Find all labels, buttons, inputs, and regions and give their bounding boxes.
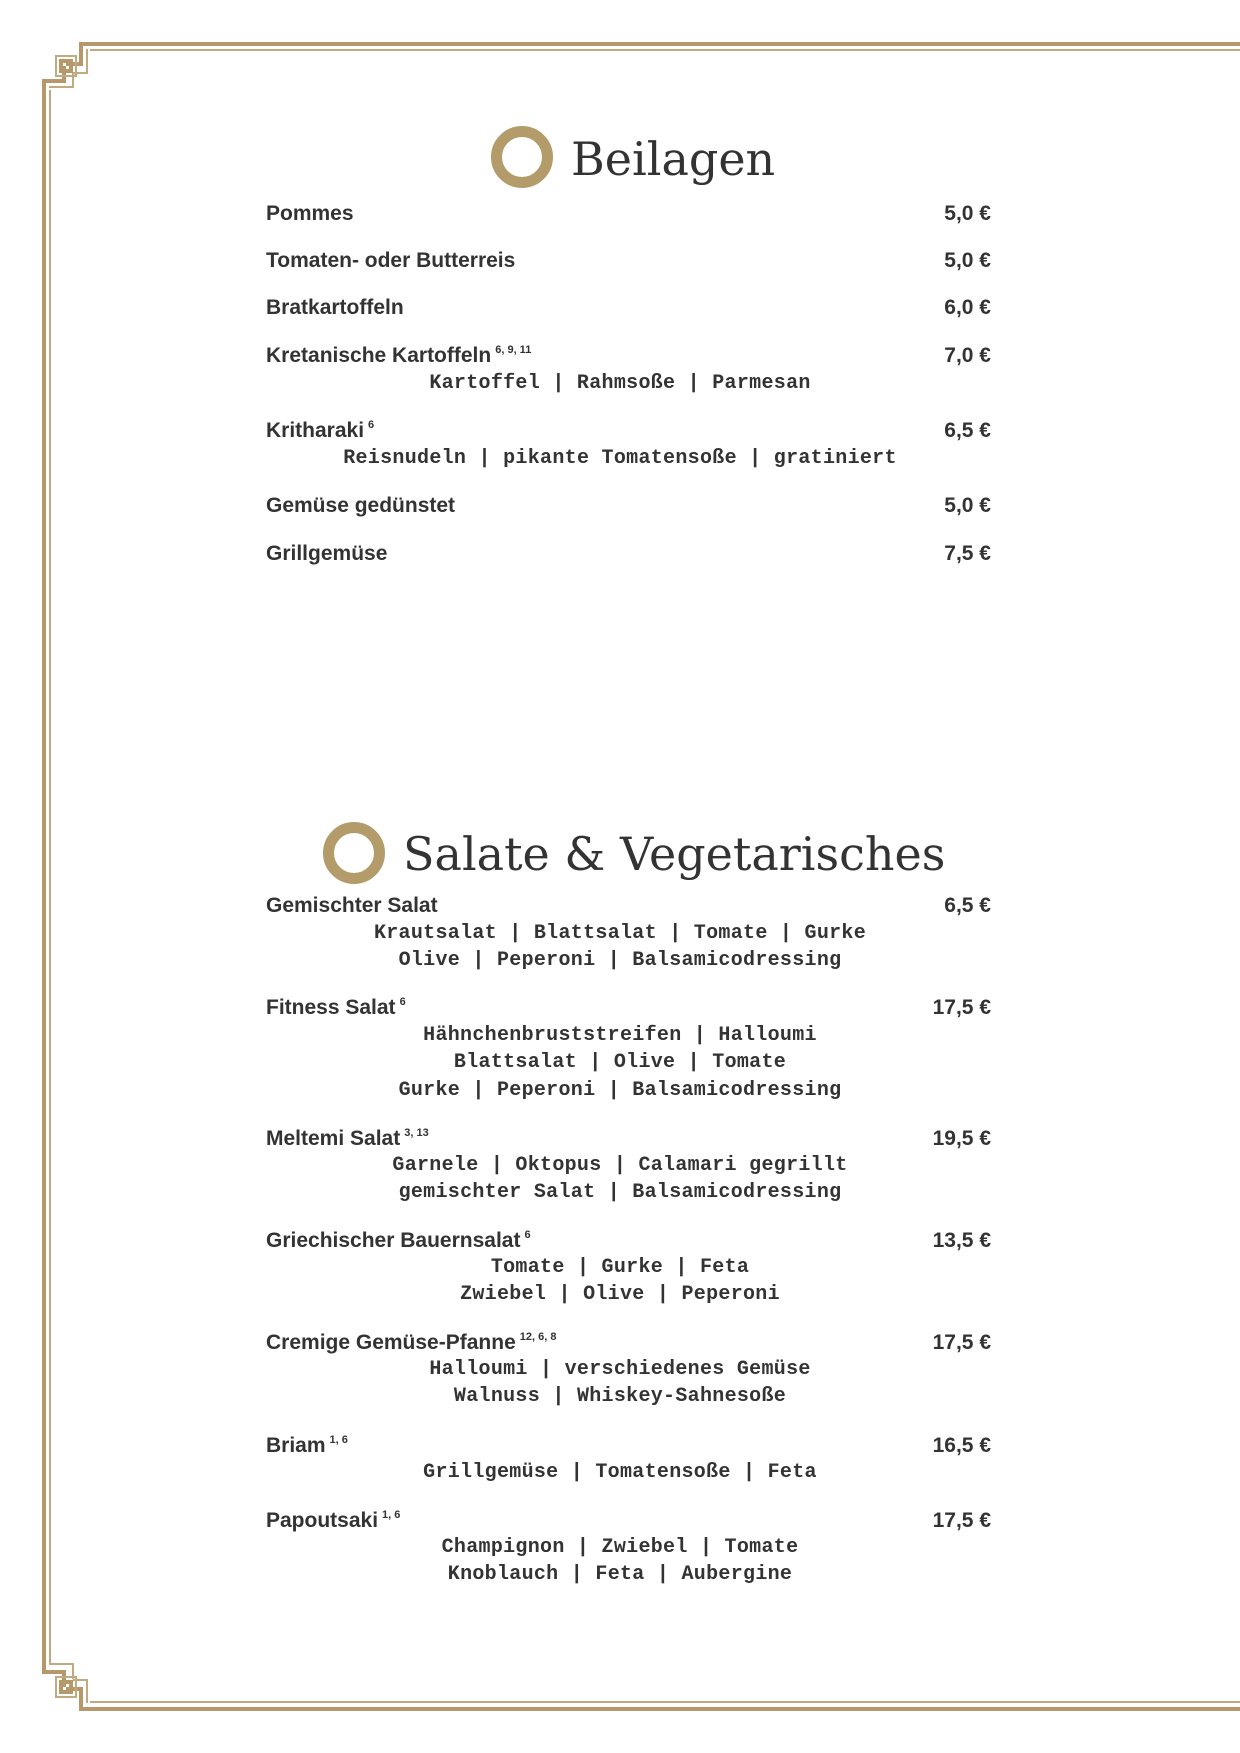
- item-description: Zwiebel | Olive | Peperoni: [460, 1283, 780, 1306]
- item-description: Olive | Peperoni | Balsamicodressing: [398, 949, 842, 972]
- item-description: Gurke | Peperoni | Balsamicodressing: [398, 1079, 842, 1102]
- item-name: Fitness Salat $^6$: [266, 996, 406, 1019]
- allergen-codes: 12, 6, 8: [519, 1331, 557, 1343]
- allergen-codes: 1, 6: [329, 1434, 348, 1446]
- item-name: Papoutsaki $^{1, 6}$: [266, 1509, 401, 1532]
- item-name: Meltemi Salat $^{3, 13}$: [266, 1127, 429, 1150]
- frame-top-outer-line: [83, 42, 1240, 46]
- allergen-codes: 1, 6: [382, 1509, 401, 1521]
- item-price: 16,5 €: [932, 1434, 991, 1457]
- item-description: Kartoffel | Rahmsoße | Parmesan: [429, 372, 811, 395]
- item-description: Reisnudeln | pikante Tomatensoße | gratiniert: [343, 447, 897, 470]
- item-price: 6,0 €: [944, 296, 991, 319]
- item-price: 5,0 €: [944, 202, 991, 225]
- item-description: Blattsalat | Olive | Tomate: [453, 1051, 787, 1074]
- item-name: Bratkartoffeln: [266, 296, 404, 319]
- item-description: Halloumi | verschiedenes Gemüse: [429, 1358, 811, 1381]
- item-description: Tomate | Gurke | Feta: [490, 1256, 750, 1279]
- frame-bottom-outer-line: [83, 1707, 1240, 1711]
- item-name: Cremige Gemüse-Pfanne $^{12, 6, 8}$: [266, 1331, 557, 1354]
- item-price: 17,5 €: [932, 996, 991, 1019]
- item-price: 6,5 €: [944, 894, 991, 917]
- allergen-codes: 6: [368, 419, 375, 431]
- frame-top-inner-line: [90, 49, 1240, 51]
- item-name: Kritharaki $^6$: [266, 419, 375, 442]
- frame-left-inner-line: [49, 90, 51, 1663]
- item-name: Griechischer Bauernsalat $^6$: [266, 1229, 531, 1252]
- item-name: Tomaten- oder Butterreis: [266, 249, 516, 272]
- item-description: Hähnchenbruststreifen | Halloumi: [423, 1024, 817, 1047]
- item-price: 5,0 €: [944, 249, 991, 272]
- item-name: Kretanische Kartoffeln $^{6, 9, 11}$: [266, 344, 532, 367]
- item-description: Grillgemüse | Tomatensoße | Feta: [423, 1461, 817, 1484]
- item-name: Briam $^{1, 6}$: [266, 1434, 348, 1457]
- item-description: Krautsalat | Blattsalat | Tomate | Gurke: [373, 922, 867, 945]
- ring-icon: [323, 822, 385, 884]
- item-price: 19,5 €: [932, 1127, 991, 1150]
- allergen-codes: 6: [524, 1229, 531, 1241]
- allergen-codes: 6: [399, 996, 406, 1008]
- item-price: 17,5 €: [932, 1509, 991, 1532]
- section-title: Beilagen: [571, 132, 776, 186]
- item-description: Champignon | Zwiebel | Tomate: [441, 1536, 799, 1559]
- allergen-codes: 3, 13: [404, 1127, 429, 1139]
- item-description: gemischter Salat | Balsamicodressing: [398, 1181, 842, 1204]
- allergen-codes: 6, 9, 11: [495, 344, 532, 356]
- item-price: 13,5 €: [932, 1229, 991, 1252]
- item-description: Walnuss | Whiskey-Sahnesoße: [453, 1385, 787, 1408]
- item-name: Gemischter Salat: [266, 894, 438, 917]
- frame-bottom-inner-line: [90, 1701, 1240, 1703]
- item-name: Gemüse gedünstet: [266, 494, 456, 517]
- item-price: 6,5 €: [944, 419, 991, 442]
- item-name: Pommes: [266, 202, 354, 225]
- item-price: 5,0 €: [944, 494, 991, 517]
- item-description: Knoblauch | Feta | Aubergine: [447, 1563, 793, 1586]
- ring-icon: [491, 126, 553, 188]
- item-description: Garnele | Oktopus | Calamari gegrillt: [392, 1154, 848, 1177]
- item-name: Grillgemüse: [266, 542, 388, 565]
- section-title: Salate & Vegetarisches: [403, 827, 946, 881]
- frame-left-outer-line: [42, 83, 46, 1670]
- item-price: 7,0 €: [944, 344, 991, 367]
- item-price: 7,5 €: [944, 542, 991, 565]
- item-price: 17,5 €: [932, 1331, 991, 1354]
